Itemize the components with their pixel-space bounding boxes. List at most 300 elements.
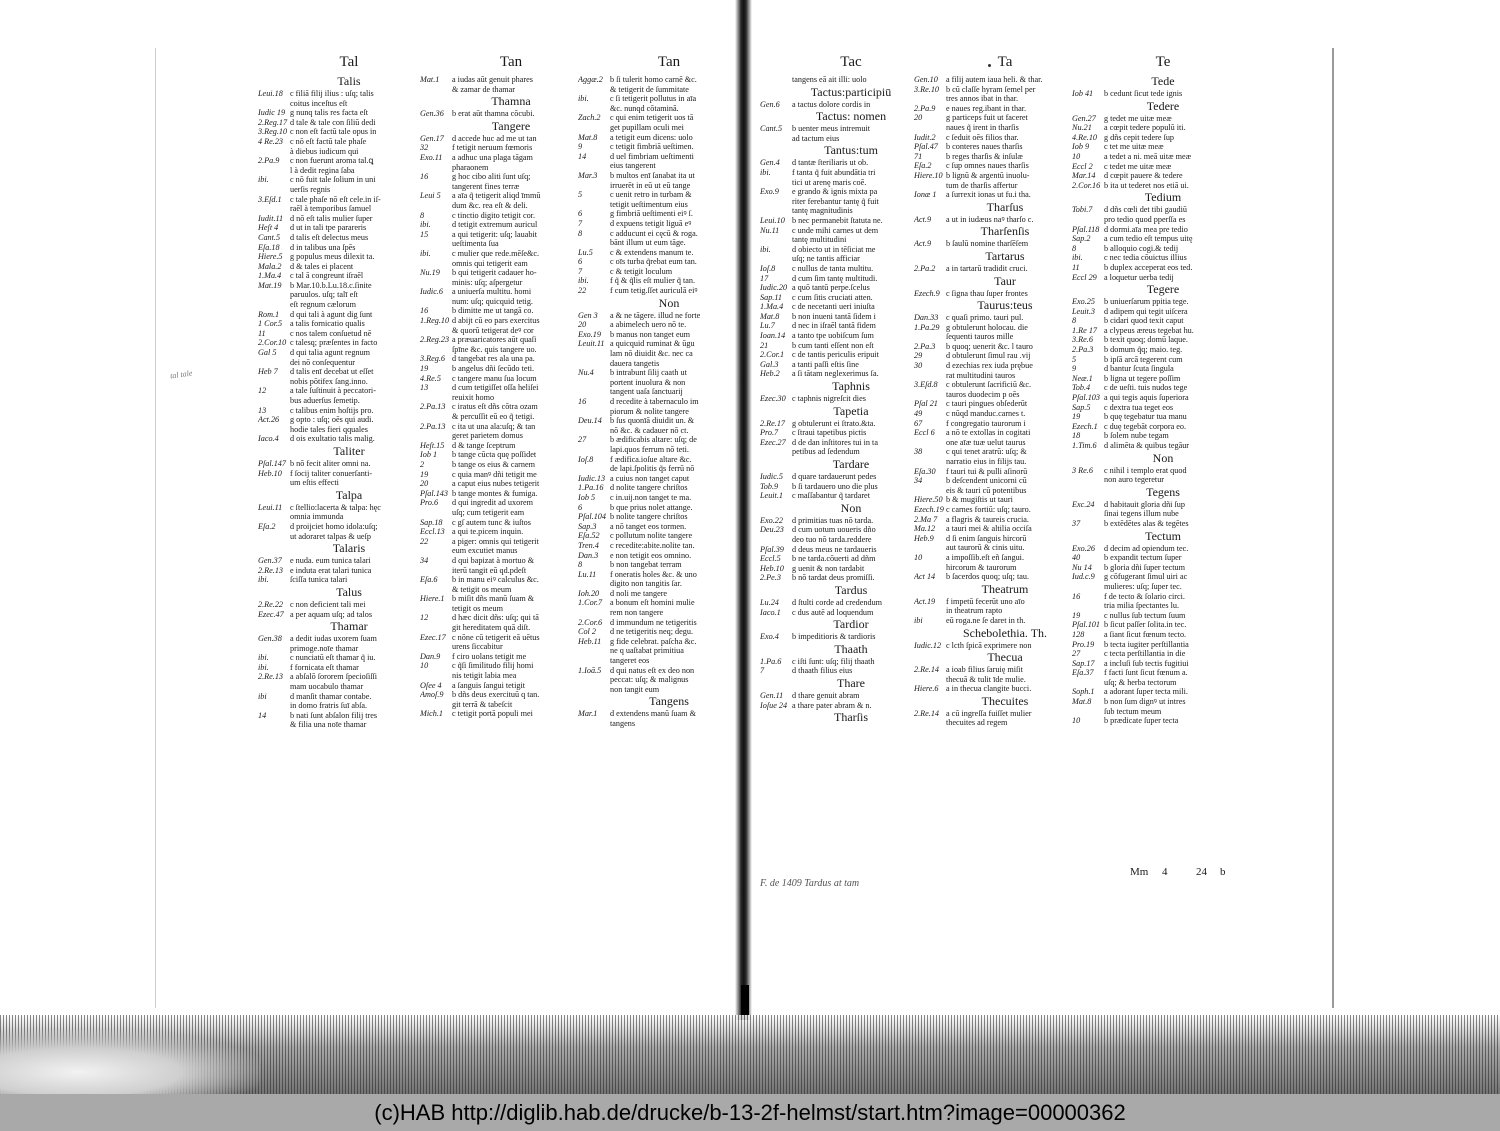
concordance-entry bbox=[258, 204, 440, 214]
scripture-reference: Iudic.5 bbox=[760, 472, 783, 481]
concordance-entry bbox=[914, 684, 1096, 694]
headword: Tapetia bbox=[833, 403, 869, 418]
scripture-reference: 20 bbox=[578, 320, 587, 330]
entry-text: c iſti ſunt: uſq; filij thaath bbox=[792, 656, 875, 666]
entry-text: f ciro uolans tetigit me bbox=[452, 651, 527, 661]
entry-text: c tedet me uitæ meæ bbox=[1104, 161, 1172, 171]
entry-text: g tedet me uitæ meæ bbox=[1104, 113, 1172, 123]
entry-text: in theatrum rapto bbox=[946, 606, 1003, 616]
scripture-reference: Iaco.1 bbox=[760, 607, 781, 617]
concordance-entry bbox=[258, 358, 440, 368]
running-head: Tac bbox=[840, 54, 862, 70]
entry-text: a abſalō ſororem ſpecioſiſſi bbox=[290, 672, 378, 682]
entry-text: &c. nunqd cōtaminā. bbox=[610, 103, 679, 113]
concordance-entry bbox=[914, 313, 1096, 323]
scripture-reference: 1.Ma.4 bbox=[258, 271, 282, 281]
concordance-entry bbox=[578, 579, 760, 589]
scripture-reference: Pro.19 bbox=[1072, 639, 1095, 649]
scripture-reference: Gen.17 bbox=[420, 133, 444, 143]
scripture-reference: 32 bbox=[420, 143, 429, 153]
entry-text: a aīa q̃ tetigerit aliqd īmmū bbox=[452, 191, 541, 201]
concordance-entry bbox=[258, 644, 440, 654]
concordance-entry bbox=[578, 493, 760, 503]
entry-text: d primitias tuas nō tarda. bbox=[792, 515, 874, 525]
scripture-reference: Hiere.5 bbox=[258, 252, 283, 262]
concordance-entry bbox=[914, 563, 1096, 573]
entry-text: a ſurrexit ionas ut fu.i tha. bbox=[946, 190, 1031, 200]
concordance-entry bbox=[420, 220, 602, 230]
handwritten-note: F. de 1409 Tardus at tam bbox=[760, 878, 860, 889]
entry-text: g opto : uſq; oēs qui audi. bbox=[290, 415, 374, 425]
scripture-reference: 9 bbox=[578, 142, 583, 152]
entry-text: g fide celebrat. paſcha &c. bbox=[610, 636, 697, 646]
concordance-entry bbox=[578, 608, 760, 618]
concordance-entry bbox=[578, 656, 760, 666]
scripture-reference: Tobi.7 bbox=[1072, 205, 1093, 215]
scripture-reference: 16 bbox=[578, 397, 587, 406]
concordance-entry bbox=[420, 700, 602, 710]
entry-text: f facti ſunt ſicut fœnum a. bbox=[1104, 668, 1188, 678]
entry-text: a ſi tātam neglexerimus ſa. bbox=[792, 369, 879, 379]
scripture-reference: Pro.6 bbox=[420, 498, 439, 508]
concordance-entry bbox=[420, 201, 602, 211]
concordance-entry bbox=[578, 512, 760, 522]
scripture-reference: 6 bbox=[578, 502, 583, 512]
concordance-entry bbox=[578, 455, 760, 465]
concordance-entry bbox=[914, 543, 1096, 553]
concordance-entry bbox=[420, 431, 602, 441]
entry-text: b que prius nolet attange. bbox=[610, 502, 693, 512]
entry-text: b domum q̃q; maio. teg. bbox=[1104, 345, 1183, 355]
entry-text: d manſit thamar contabe. bbox=[290, 691, 372, 701]
concordance-entry bbox=[914, 351, 1096, 361]
entry-text: d extendens manū ſuam & bbox=[610, 709, 696, 719]
scripture-reference: Sap.17 bbox=[1072, 658, 1095, 668]
scripture-reference: 13 bbox=[258, 405, 267, 415]
scripture-reference: 5 bbox=[578, 190, 583, 200]
concordance-entry bbox=[420, 441, 602, 451]
scripture-reference: 17 bbox=[760, 273, 769, 283]
entry-text: c nūqd manduc.carnes t. bbox=[946, 409, 1026, 419]
scripture-reference: 7 bbox=[578, 266, 583, 276]
headword: Tharſenſis bbox=[980, 224, 1030, 239]
concordance-entry bbox=[914, 171, 1096, 181]
concordance-entry bbox=[914, 641, 1096, 651]
headword: Taliter bbox=[333, 443, 365, 458]
scripture-reference: 2.Re.14 bbox=[914, 665, 940, 675]
scripture-reference: Ioſ.8 bbox=[760, 263, 776, 273]
scripture-reference: 1.Pa.29 bbox=[914, 322, 940, 332]
concordance-entry bbox=[578, 589, 760, 599]
scripture-reference: ibi. bbox=[1072, 253, 1083, 263]
scripture-reference: Mar.3 bbox=[578, 170, 598, 180]
concordance-entry bbox=[578, 387, 760, 397]
entry-text: ut adoraret talpas & ueſp bbox=[290, 531, 371, 541]
concordance-entry bbox=[578, 257, 760, 267]
scripture-reference: 1.Reg.10 bbox=[420, 316, 450, 326]
entry-text: b ædificabis altare: uſq; de bbox=[610, 435, 697, 445]
entry-text: d qui bapizat à mortuo & bbox=[452, 555, 535, 565]
entry-text: c tetigit portā populi mei bbox=[452, 709, 533, 719]
concordance-entry bbox=[578, 464, 760, 474]
entry-text: b nati ſunt abſalon filij tres bbox=[290, 710, 378, 720]
scripture-reference: 38 bbox=[914, 447, 923, 457]
concordance-entry bbox=[914, 718, 1096, 728]
scripture-reference: Act.26 bbox=[258, 415, 280, 425]
concordance-entry bbox=[258, 653, 440, 663]
scripture-reference: Act.19 bbox=[914, 596, 936, 606]
concordance-entry bbox=[578, 397, 760, 407]
entry-text: bānt illum ut eum tāge. bbox=[610, 238, 686, 248]
entry-text: minis: uſq; aſpergetur bbox=[452, 277, 523, 287]
scripture-reference: Leui.11 bbox=[258, 502, 283, 512]
scripture-reference: 2.Re.14 bbox=[914, 708, 940, 718]
entry-text: b non ſum dignꝰ ut intres bbox=[1104, 697, 1186, 707]
scripture-reference: Gen.4 bbox=[760, 158, 780, 168]
scripture-reference: ibi. bbox=[578, 276, 589, 286]
entry-text: ueſtimenta ſua bbox=[452, 239, 499, 249]
entry-text: f congregatio taurorum i bbox=[946, 418, 1026, 428]
concordance-entry bbox=[1072, 335, 1254, 345]
headword: Non bbox=[1152, 450, 1174, 465]
scripture-reference: 3.Reg.6 bbox=[420, 354, 446, 364]
concordance-entry bbox=[914, 675, 1096, 685]
concordance-entry bbox=[1072, 678, 1254, 688]
concordance-entry bbox=[914, 709, 1096, 719]
entry-text: c ſeduit oēs filios thar. bbox=[946, 132, 1019, 142]
concordance-entry bbox=[420, 623, 602, 633]
concordance-entry bbox=[914, 665, 1096, 675]
concordance-entry bbox=[1072, 114, 1254, 124]
headword: Tantus:tum bbox=[824, 143, 878, 158]
entry-text: c talesq; præſentes in facto bbox=[290, 338, 378, 348]
concordance-entry bbox=[578, 142, 760, 152]
concordance-entry bbox=[420, 316, 602, 326]
concordance-entry bbox=[578, 104, 760, 114]
scripture-reference: 9 bbox=[1072, 364, 1077, 374]
entry-text: nō &c. & cadauer nō ct. bbox=[610, 425, 689, 435]
entry-text: c ſup omnes naues tharſis bbox=[946, 161, 1029, 171]
entry-text: à diebus iudicum qui bbox=[290, 146, 359, 156]
entry-text: d decim ad opiendum tec. bbox=[1104, 543, 1189, 553]
scripture-reference: Iob 41 bbox=[1072, 89, 1094, 98]
left-column-3 bbox=[578, 54, 760, 729]
concordance-entry bbox=[420, 518, 602, 528]
scripture-reference: Act 14 bbox=[914, 572, 936, 582]
concordance-entry bbox=[914, 371, 1096, 381]
scripture-reference: 13 bbox=[420, 383, 429, 393]
concordance-entry bbox=[420, 249, 602, 259]
concordance-entry bbox=[420, 383, 602, 393]
entry-text: a quō tantū perpe.ſcelus bbox=[792, 283, 870, 293]
concordance-entry bbox=[1072, 215, 1254, 225]
running-head: Tan bbox=[499, 54, 523, 70]
concordance-entry bbox=[420, 297, 602, 307]
concordance-entry bbox=[258, 156, 440, 166]
scripture-reference: Eccl.5 bbox=[760, 554, 781, 564]
scripture-reference: Eſa.52 bbox=[578, 531, 600, 541]
scripture-reference: Neæ.1 bbox=[1072, 373, 1093, 383]
entry-text: d cum ſim tantę multitudi. bbox=[792, 273, 878, 283]
scripture-reference: 3.Re.6 bbox=[1072, 335, 1093, 345]
concordance-entry bbox=[420, 460, 602, 470]
entry-text: d tetigit extremum auricul bbox=[452, 220, 538, 230]
concordance-entry bbox=[420, 259, 602, 269]
concordance-entry bbox=[258, 711, 440, 721]
entry-text: b tecta iugiter perſtillantia bbox=[1104, 639, 1189, 649]
running-head: Ta bbox=[997, 54, 1013, 70]
headword: Tactus: nomen bbox=[815, 109, 887, 124]
concordance-entry bbox=[258, 682, 440, 692]
concordance-entry bbox=[1072, 171, 1254, 181]
entry-text: d & tange ſceptrum bbox=[452, 440, 516, 450]
scripture-reference: 2.Reg.23 bbox=[420, 335, 450, 345]
scripture-reference: Gen.38 bbox=[258, 634, 282, 644]
concordance-entry bbox=[914, 75, 1096, 85]
entry-text: c ita ut una ala:uſq; & tan bbox=[452, 421, 536, 431]
gutter-clip bbox=[741, 985, 749, 1015]
entry-text: c de ueſti. tuis nudos tege bbox=[1104, 383, 1188, 393]
entry-text: d talis eſt delectus meus bbox=[290, 232, 369, 242]
scripture-reference: 12 bbox=[258, 386, 267, 396]
concordance-entry bbox=[1072, 89, 1254, 99]
entry-text: & quorū tetigerat deꝰ cor bbox=[452, 325, 534, 335]
entry-text: c filiā filij ilius : uſq; talis bbox=[290, 89, 374, 98]
entry-text: mulieres: uſq; ſuper tec. bbox=[1104, 581, 1182, 591]
concordance-entry bbox=[420, 594, 602, 604]
scripture-reference: Pſal 21 bbox=[914, 399, 938, 409]
scripture-reference: 37 bbox=[1072, 518, 1081, 528]
entry-text: f ædifica.ioſue altare &c. bbox=[610, 454, 692, 464]
entry-text: a ſanguis ſangui tetigit bbox=[452, 680, 525, 690]
scripture-reference: Sap.3 bbox=[578, 521, 597, 531]
scripture-reference: Heb.2 bbox=[760, 369, 780, 379]
scripture-reference: Mat.8 bbox=[760, 311, 780, 321]
entry-text: a tauri mei & altilia occiſa bbox=[946, 524, 1032, 534]
entry-text: g hoc cibo aliti ſunt uſq; bbox=[452, 172, 531, 182]
concordance-entry bbox=[420, 470, 602, 480]
concordance-entry bbox=[1072, 225, 1254, 235]
concordance-entry bbox=[258, 262, 440, 272]
concordance-entry bbox=[258, 329, 440, 339]
scripture-reference: Heb.10 bbox=[760, 563, 784, 573]
concordance-entry bbox=[420, 109, 602, 119]
scripture-reference: 3.Eſd.1 bbox=[258, 194, 282, 204]
concordance-entry bbox=[258, 243, 440, 253]
concordance-entry bbox=[1072, 519, 1254, 529]
scripture-reference: 19 bbox=[1072, 412, 1081, 422]
concordance-entry bbox=[1072, 640, 1254, 650]
entry-text: nis tetigit labia mea bbox=[452, 671, 517, 681]
concordance-entry bbox=[420, 326, 602, 336]
entry-text: a tedet a ni. meā uitæ meæ bbox=[1104, 151, 1192, 161]
scripture-reference: Amoſ.9 bbox=[420, 690, 444, 700]
concordance-entry bbox=[578, 267, 760, 277]
concordance-entry bbox=[578, 637, 760, 647]
entry-text: a thare pater abram & n. bbox=[792, 700, 872, 710]
concordance-entry bbox=[1072, 466, 1254, 476]
headword: Talpa bbox=[335, 487, 363, 502]
scripture-reference: Eſa.37 bbox=[1072, 668, 1094, 678]
concordance-entry bbox=[258, 610, 440, 620]
scripture-reference: 2.Pa.2 bbox=[914, 263, 936, 273]
headword: Thare bbox=[837, 675, 865, 690]
scripture-reference: Hiere.50 bbox=[914, 495, 943, 505]
headword: Thaath bbox=[834, 641, 868, 656]
concordance-entry bbox=[258, 503, 440, 513]
concordance-entry bbox=[914, 438, 1096, 448]
entry-text: b dñs deus exercituū q tan. bbox=[452, 690, 540, 700]
concordance-entry bbox=[258, 108, 440, 118]
scripture-reference: Pſal.104 bbox=[578, 512, 606, 522]
headword: Tangere bbox=[491, 118, 531, 133]
entry-text: g populus meus dilexit ta. bbox=[290, 252, 375, 262]
scripture-reference: 22 bbox=[420, 536, 429, 546]
concordance-entry bbox=[420, 604, 602, 614]
scripture-reference: 40 bbox=[1072, 553, 1081, 563]
concordance-entry bbox=[420, 661, 602, 671]
concordance-entry bbox=[258, 600, 440, 610]
concordance-entry bbox=[420, 268, 602, 278]
entry-text: f tauri tui & pulli aſinorū bbox=[946, 466, 1028, 476]
concordance-entry bbox=[578, 570, 760, 580]
entry-text: b miſit dñs manū ſuam & bbox=[452, 594, 535, 604]
entry-text: omnis qui tetigerit eam bbox=[452, 258, 528, 268]
concordance-entry bbox=[578, 368, 760, 378]
entry-text: a incluſi ſub tectis fugitiui bbox=[1104, 658, 1189, 668]
entry-text: tici ut arenę maris coē. bbox=[792, 177, 867, 187]
concordance-entry bbox=[578, 675, 760, 685]
scripture-reference: 8 bbox=[578, 560, 583, 570]
scripture-reference: Rom.1 bbox=[258, 309, 280, 319]
scripture-reference: Ezec.47 bbox=[258, 609, 284, 619]
entry-text: f q̃ & q̃lis eſt mulier q̃ tan. bbox=[610, 276, 696, 286]
headword: Thecua bbox=[987, 650, 1023, 665]
scripture-reference: 3.Reg.10 bbox=[258, 127, 288, 137]
concordance-entry bbox=[258, 434, 440, 444]
concordance-entry bbox=[420, 287, 602, 297]
scripture-reference: Exo.19 bbox=[578, 329, 601, 339]
concordance-entry bbox=[914, 94, 1096, 104]
entry-text: reuixit homo bbox=[452, 392, 495, 402]
scripture-reference: 2.Ma 7 bbox=[914, 514, 938, 524]
entry-text: c mulier que rede.mēſe&c. bbox=[452, 248, 540, 258]
scripture-reference: Lu.5 bbox=[578, 247, 593, 257]
concordance-entry bbox=[1072, 152, 1254, 162]
scripture-reference: Ionæ 1 bbox=[914, 190, 937, 200]
concordance-entry bbox=[914, 534, 1096, 544]
entry-text: c unde mihi carnes ut dem bbox=[792, 225, 879, 235]
concordance-entry bbox=[258, 147, 440, 157]
scripture-reference: Pſal.39 bbox=[760, 544, 784, 554]
concordance-entry bbox=[420, 508, 602, 518]
entry-text: urens ſiccabitur bbox=[452, 642, 503, 652]
entry-text: b conteres naues tharſis bbox=[946, 142, 1023, 152]
scripture-reference: Mala.2 bbox=[258, 261, 282, 271]
concordance-entry bbox=[578, 200, 760, 210]
entry-text: a uniuerſa multitu. homi bbox=[452, 287, 532, 297]
entry-text: a flagris & taureis crucia. bbox=[946, 514, 1029, 524]
running-head: Tal bbox=[339, 54, 359, 70]
scripture-reference: Iudic.20 bbox=[760, 283, 788, 293]
entry-text: nobis pōtifex ſang.inno. bbox=[290, 376, 368, 386]
concordance-entry bbox=[420, 143, 602, 153]
concordance-entry bbox=[914, 215, 1096, 225]
right-column-3 bbox=[1072, 54, 1254, 726]
entry-text: a cū ingreſſa fuiſſet mulier bbox=[946, 708, 1032, 718]
entry-text: bus aduerſus ſemetip. bbox=[290, 396, 360, 405]
entry-text: b ipſā arcā tegerent cum bbox=[1104, 354, 1183, 364]
scripture-reference: ibi. bbox=[420, 220, 431, 230]
headword: Tede bbox=[1151, 74, 1175, 88]
scripture-reference: Tren.4 bbox=[578, 540, 599, 550]
entry-text: b nolite tangere chriſtos bbox=[610, 512, 688, 522]
scripture-reference: 22 bbox=[578, 286, 587, 296]
headword: Talus bbox=[336, 584, 362, 599]
entry-text: omnia immunda bbox=[290, 512, 344, 522]
entry-text: c pollutum nolite tangere bbox=[610, 531, 693, 541]
concordance-entry bbox=[914, 447, 1096, 457]
scripture-reference: Gen.37 bbox=[258, 556, 282, 566]
scripture-reference: Leui 5 bbox=[420, 191, 441, 201]
entry-text: c tetigit fimbriā ueſtimen. bbox=[610, 142, 694, 152]
entry-text: b texit quoq; domū laque. bbox=[1104, 335, 1188, 345]
concordance-entry bbox=[1072, 403, 1254, 413]
concordance-entry bbox=[578, 339, 760, 349]
concordance-entry bbox=[258, 459, 440, 469]
scripture-reference: Leuit.1 bbox=[760, 491, 783, 501]
scripture-reference: 71 bbox=[914, 151, 923, 161]
concordance-entry bbox=[1072, 374, 1254, 384]
concordance-entry bbox=[258, 338, 440, 348]
entry-text: c dus autē ad loquendum bbox=[792, 607, 874, 617]
concordance-entry bbox=[578, 407, 760, 417]
concordance-entry bbox=[420, 546, 602, 556]
scripture-reference: Mich.1 bbox=[420, 709, 443, 719]
left-column-2 bbox=[420, 54, 602, 719]
entry-text: tria milia ſpectantes lu. bbox=[1104, 601, 1180, 611]
entry-text: c quia manꝰ dñi tetigit me bbox=[452, 469, 537, 479]
scripture-reference: Hiere.6 bbox=[914, 684, 939, 694]
scripture-reference: 8 bbox=[420, 210, 425, 220]
concordance-entry bbox=[914, 264, 1096, 274]
entry-text: g dñs cepit tedere ſup bbox=[1104, 132, 1175, 142]
entry-text: b quę tegebatur tua manu bbox=[1104, 412, 1187, 422]
scripture-reference: Hiere.1 bbox=[420, 594, 445, 604]
scripture-reference: 128 bbox=[1072, 629, 1085, 639]
entry-text: ſciſſa tunica talari bbox=[290, 575, 348, 585]
scripture-reference: Dan.9 bbox=[420, 651, 441, 661]
concordance-entry bbox=[420, 671, 602, 681]
concordance-entry bbox=[258, 233, 440, 243]
scripture-reference: 34 bbox=[914, 476, 923, 486]
entry-text: a tetigit eum dicens: uolo bbox=[610, 132, 693, 142]
scripture-reference: 2.Pa.3 bbox=[1072, 345, 1094, 355]
entry-text: b manus non tanget eum bbox=[610, 329, 691, 339]
concordance-entry bbox=[914, 515, 1096, 525]
scripture-reference: 15 bbox=[420, 229, 429, 239]
entry-text: c non fuerunt aroma tal.ꝗ bbox=[290, 156, 374, 166]
concordance-entry bbox=[258, 469, 440, 479]
concordance-entry bbox=[420, 652, 602, 662]
headword: Tedium bbox=[1144, 190, 1182, 205]
concordance-entry bbox=[420, 566, 602, 576]
concordance-entry bbox=[578, 426, 760, 436]
scripture-reference: Mat.1 bbox=[420, 75, 440, 84]
entry-text: b expandit tectum ſuper bbox=[1104, 553, 1182, 563]
entry-text: a caput eius nubes tetigerit bbox=[452, 479, 540, 489]
concordance-entry bbox=[1072, 253, 1254, 263]
